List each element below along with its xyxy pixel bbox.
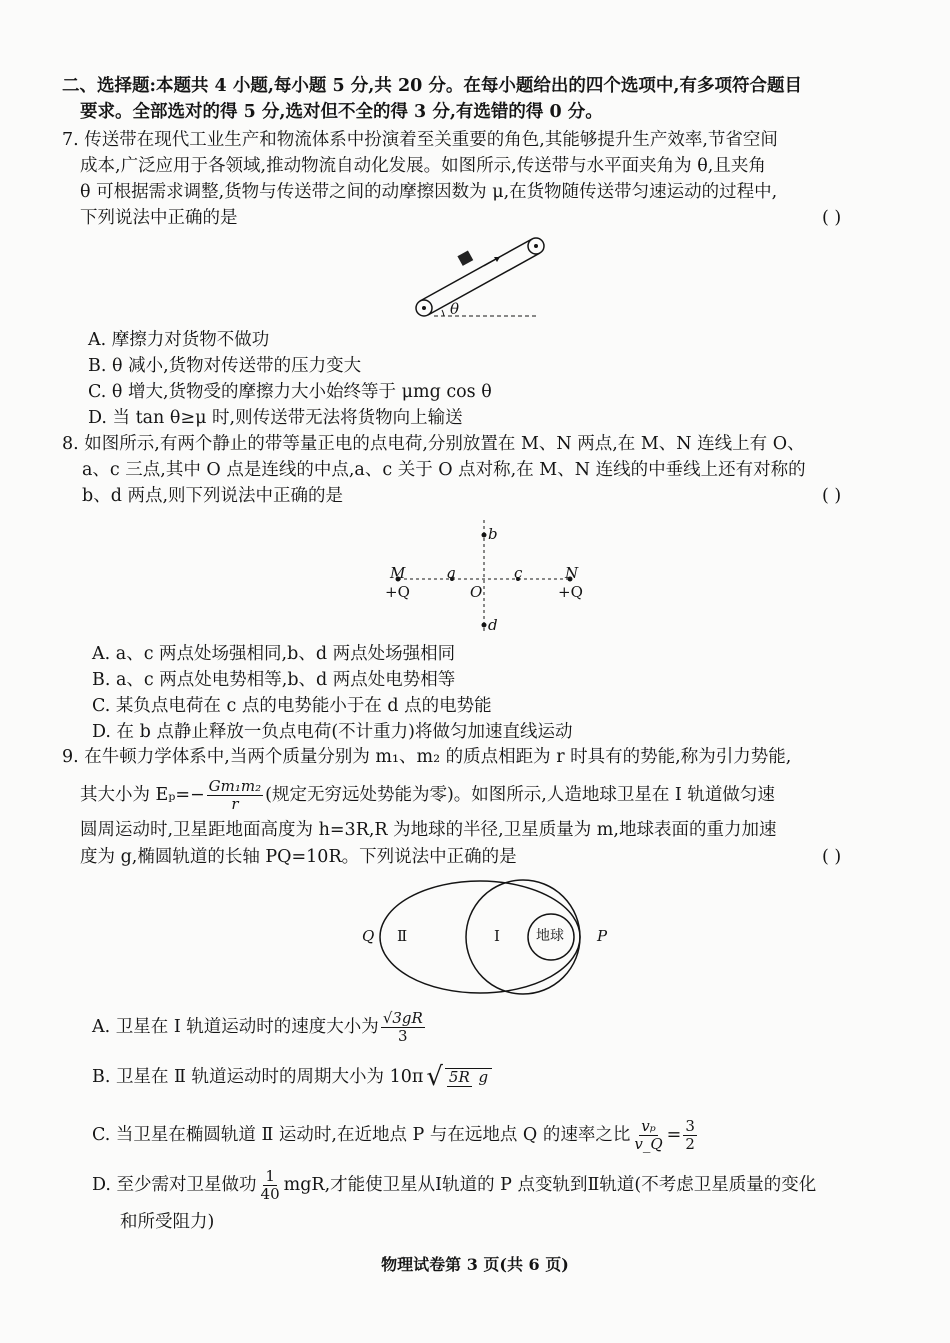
q9-line3: 圆周运动时,卫星距地面高度为 h=3R,R 为地球的半径,卫星质量为 m,地球表面的重力加速 bbox=[80, 820, 777, 840]
page-footer: 物理试卷第 3 页(共 6 页) bbox=[381, 1255, 569, 1274]
q8-fig-c: c bbox=[514, 564, 523, 582]
q8-fig-M: M bbox=[390, 564, 406, 582]
q9-option-a-fraction bbox=[381, 1010, 425, 1044]
q9-option-c-text: C. 当卫星在椭圆轨道 Ⅱ 运动时,在近地点 P 与在远地点 Q 的速率之比 bbox=[92, 1124, 631, 1145]
q9-option-a-text: A. 卫星在 Ⅰ 轨道运动时的速度大小为 bbox=[92, 1016, 379, 1037]
q8-option-c: C. 某负点电荷在 c 点的电势能小于在 d 点的电势能 bbox=[92, 696, 492, 716]
q9-option-c-equals: = bbox=[666, 1124, 682, 1145]
q8-line1: 8. 如图所示,有两个静止的带等量正电的点电荷,分别放置在 M、N 两点,在 M、N 连线上有 O、 bbox=[62, 434, 805, 454]
q9-option-a-numerator: √3gR bbox=[382, 1009, 423, 1027]
q9-option-c-ratio bbox=[632, 1118, 664, 1152]
q8-option-a: A. a、c 两点处场强相同,b、d 两点处场强相同 bbox=[92, 644, 456, 664]
q9-line1: 9. 在牛顿力学体系中,当两个质量分别为 m₁、m₂ 的质点相距为 r 时具有的势能,称为引力势能, bbox=[62, 747, 792, 767]
q9-option-c-value bbox=[683, 1118, 697, 1152]
q9-option-b-text: B. 卫星在 Ⅱ 轨道运动时的周期大小为 10π bbox=[92, 1066, 424, 1087]
section-header-line1: 二、选择题:本题共 4 小题,每小题 5 分,共 20 分。在每小题给出的四个选项中,有多项符合题目 bbox=[62, 76, 802, 96]
q9-potential-fraction bbox=[207, 778, 263, 812]
q7-option-c: C. θ 增大,货物受的摩擦力大小始终等于 μmg cos θ bbox=[88, 382, 492, 402]
q7-option-d: D. 当 tan θ≥μ 时,则传送带无法将货物向上输送 bbox=[88, 408, 463, 428]
q9-option-c bbox=[92, 1118, 699, 1152]
q9-line2 bbox=[80, 778, 775, 812]
q9-option-c-numerator: vₚ bbox=[641, 1117, 656, 1135]
q7-option-b: B. θ 减小,货物对传送带的压力变大 bbox=[88, 356, 362, 376]
q9-option-d bbox=[92, 1168, 816, 1202]
q8-line2: a、c 三点,其中 O 点是连线的中点,a、c 关于 O 点对称,在 M、N 连线的中垂线上还有对称的 bbox=[82, 460, 806, 480]
q9-option-d-post: mgR,才能使卫星从Ⅰ轨道的 P 点变轨到Ⅱ轨道(不考虑卫星质量的变化 bbox=[283, 1174, 817, 1195]
q9-option-b bbox=[92, 1064, 494, 1090]
section-header-line2: 要求。全部选对的得 5 分,选对但不全的得 3 分,有选错的得 0 分。 bbox=[80, 102, 603, 122]
q8-fig-charge-M: +Q bbox=[385, 583, 410, 601]
conveyor-belt-figure bbox=[410, 230, 550, 325]
q8-option-b: B. a、c 两点处电势相等,b、d 两点处电势相等 bbox=[92, 670, 456, 690]
q9-option-c-value-numerator: 3 bbox=[685, 1117, 695, 1135]
q9-line4: 度为 g,椭圆轨道的长轴 PQ=10R。下列说法中正确的是 bbox=[80, 847, 517, 867]
q9-option-d-line2: 和所受阻力) bbox=[120, 1212, 215, 1232]
q9-fig-Q: Q bbox=[362, 927, 375, 945]
q9-potential-numerator: Gm₁m₂ bbox=[208, 777, 262, 795]
q8-fig-charge-N: +Q bbox=[558, 583, 583, 601]
q9-option-b-denominator: g bbox=[478, 1068, 489, 1087]
q7-option-a: A. 摩擦力对货物不做功 bbox=[88, 330, 270, 350]
q9-option-d-text: D. 至少需对卫星做功 bbox=[92, 1174, 257, 1195]
q7-line4: 下列说法中正确的是 bbox=[80, 208, 238, 228]
q8-line3: b、d 两点,则下列说法中正确的是 bbox=[82, 486, 344, 506]
q9-option-b-numerator: 5R bbox=[448, 1068, 470, 1087]
q8-fig-b: b bbox=[488, 525, 498, 543]
q7-fig-theta: θ bbox=[450, 300, 460, 318]
q9-option-d-denominator: 40 bbox=[260, 1184, 280, 1203]
q7-answer-paren: ( ) bbox=[822, 208, 842, 228]
q9-option-a bbox=[92, 1010, 427, 1044]
q9-fig-P: P bbox=[597, 927, 608, 945]
q7-line2: 成本,广泛应用于各领域,推动物流自动化发展。如图所示,传送带与水平面夹角为 θ,且夹角 bbox=[80, 156, 766, 176]
q9-option-c-denominator: v_Q bbox=[634, 1134, 663, 1153]
q9-line2-post: (规定无穷远处势能为零)。如图所示,人造地球卫星在 Ⅰ 轨道做匀速 bbox=[265, 784, 775, 805]
q8-option-d: D. 在 b 点静止释放一负点电荷(不计重力)将做匀加速直线运动 bbox=[92, 722, 573, 742]
q9-option-b-radicand bbox=[445, 1068, 492, 1086]
q9-fig-orbit-II: Ⅱ bbox=[397, 927, 408, 945]
q8-fig-N: N bbox=[565, 564, 579, 582]
q9-line2-pre: 其大小为 Eₚ=− bbox=[80, 784, 205, 805]
q8-fig-d: d bbox=[488, 616, 498, 634]
q9-potential-denominator: r bbox=[231, 794, 239, 813]
q8-answer-paren: ( ) bbox=[822, 486, 842, 506]
q9-fig-earth: 地球 bbox=[536, 928, 564, 944]
q8-fig-O: O bbox=[470, 583, 483, 601]
q9-option-b-radical-sign: √ bbox=[426, 1062, 443, 1092]
q9-option-a-denominator: 3 bbox=[398, 1026, 408, 1045]
q7-line3: θ 可根据需求调整,货物与传送带之间的动摩擦因数为 μ,在货物随传送带匀速运动的过程中, bbox=[80, 182, 778, 202]
q9-option-d-numerator: 1 bbox=[265, 1167, 275, 1185]
q9-option-d-fraction bbox=[259, 1168, 282, 1202]
q9-fig-orbit-I: Ⅰ bbox=[494, 927, 500, 945]
q9-answer-paren: ( ) bbox=[822, 847, 842, 867]
q9-option-c-value-denominator: 2 bbox=[685, 1134, 695, 1153]
q8-fig-a: a bbox=[447, 564, 456, 582]
q7-line1: 7. 传送带在现代工业生产和物流体系中扮演着至关重要的角色,其能够提升生产效率,节省空间 bbox=[62, 130, 778, 150]
charges-figure bbox=[380, 515, 590, 640]
